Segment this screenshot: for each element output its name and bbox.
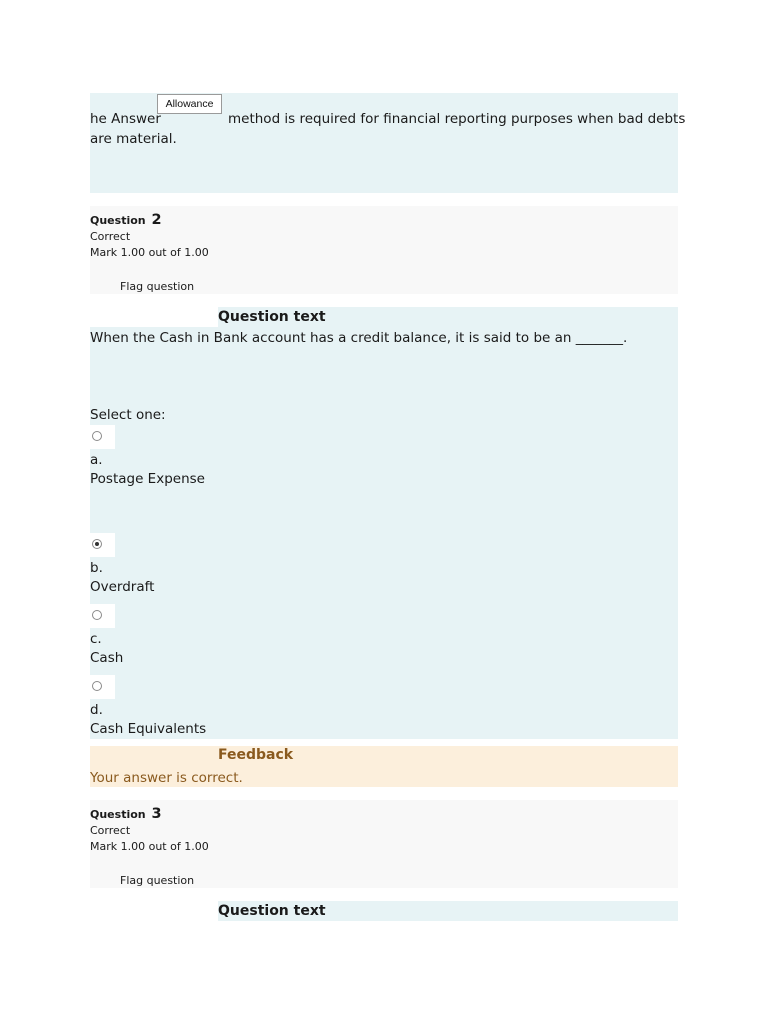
question-state: Correct — [90, 230, 131, 243]
option-b-label[interactable]: Overdraft — [90, 579, 155, 595]
option-d-radio[interactable] — [90, 675, 115, 699]
question-1-text-panel — [90, 93, 686, 193]
option-d-letter: d. — [90, 702, 103, 718]
question-state: Correct — [90, 824, 131, 837]
question-2-info — [90, 206, 678, 294]
option-c-radio[interactable] — [90, 604, 115, 628]
feedback-panel — [90, 746, 678, 787]
question-1-prefix: he Answer — [90, 111, 161, 127]
option-d-label[interactable]: Cash Equivalents — [90, 721, 207, 737]
question-text-header: Question text — [218, 901, 678, 921]
question-mark: Mark 1.00 out of 1.00 — [90, 246, 209, 259]
radio-button[interactable] — [92, 610, 102, 620]
flag-question-link[interactable]: Flag question — [120, 874, 195, 887]
answer-input[interactable]: Allowance — [157, 94, 222, 114]
feedback-header: Feedback — [218, 747, 294, 763]
question-number: 2 — [151, 212, 162, 228]
question-1-suffix: method is required for financial reporting purposes when bad debts — [228, 111, 686, 127]
question-3-info — [90, 800, 678, 888]
option-a-letter: a. — [90, 452, 103, 468]
question-2-text-panel — [90, 327, 678, 739]
select-one-prompt: Select one: — [90, 407, 166, 423]
question-number: 3 — [151, 806, 162, 822]
radio-button[interactable] — [92, 431, 102, 441]
question-label — [90, 806, 162, 822]
option-a-radio[interactable] — [90, 425, 115, 449]
question-mark: Mark 1.00 out of 1.00 — [90, 840, 209, 853]
feedback-text: Your answer is correct. — [90, 770, 243, 786]
radio-button[interactable] — [92, 681, 102, 691]
radio-button-selected[interactable] — [92, 539, 102, 549]
question-1-line2: are material. — [90, 131, 177, 147]
question-label-text: Question — [90, 808, 146, 821]
option-c-letter: c. — [90, 631, 102, 647]
option-b-radio[interactable] — [90, 533, 115, 557]
question-label-text: Question — [90, 214, 146, 227]
question-label — [90, 212, 162, 228]
question-text-header: Question text — [218, 307, 678, 327]
question-2-text: When the Cash in Bank account has a credit balance, it is said to be an _______. — [90, 330, 628, 346]
option-b-letter: b. — [90, 560, 103, 576]
option-c-label[interactable]: Cash — [90, 650, 124, 666]
flag-question-link[interactable]: Flag question — [120, 280, 195, 293]
option-a-label[interactable]: Postage Expense — [90, 471, 205, 487]
